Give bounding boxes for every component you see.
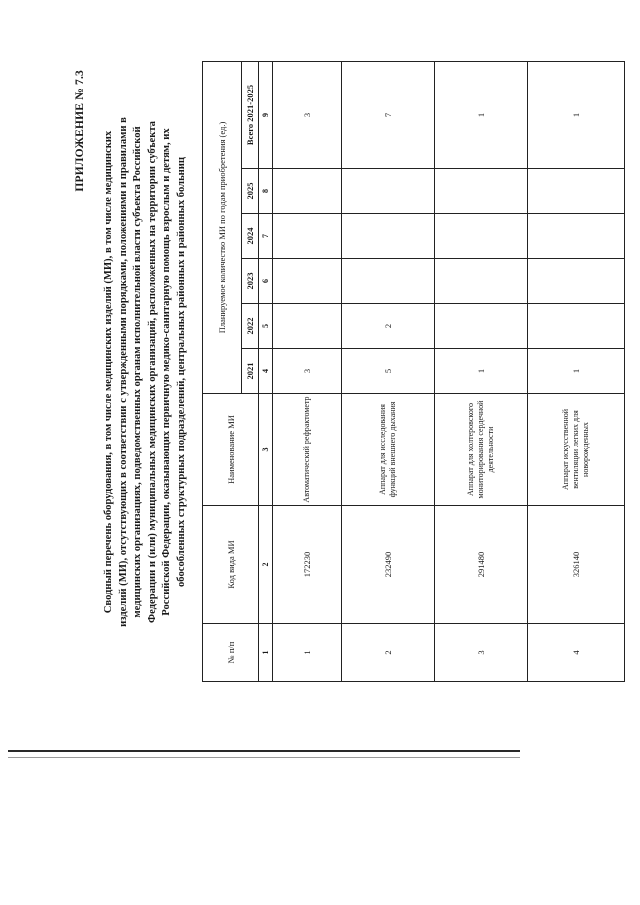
row-code: 326140 [528,506,625,624]
column-number: 6 [259,259,273,304]
row-2023 [435,259,528,304]
bottom-rule [8,750,520,752]
row-2024 [435,214,528,259]
header-num: № п/п [203,624,259,682]
row-2024 [342,214,435,259]
bottom-rule-thin [8,757,520,758]
header-planned: Планируемое количество МИ по годам приобретения (ед.) [203,61,242,393]
row-code: 172230 [273,506,342,624]
title-line: обособленных структурных подразделений, центральных районных и районных больниц [175,157,187,587]
table-row [528,61,625,681]
column-number-row [259,61,273,681]
document-title [102,68,190,676]
column-number: 3 [259,394,273,506]
row-code: 291480 [435,506,528,624]
row-2021: 1 [528,349,625,394]
row-2022 [435,304,528,349]
title-line: Федерации и (или) муниципальных медицинских организаций, расположенных на территории субъекта [146,121,158,623]
header-year-2024: 2024 [242,214,259,259]
row-2025 [273,169,342,214]
table-row [435,61,528,681]
header-year-2022: 2022 [242,304,259,349]
column-number: 9 [259,61,273,168]
row-total: 1 [528,61,625,168]
row-name: Аппарат искусственной вентиляции легких для новорожденных [528,394,625,506]
header-year-2025: 2025 [242,169,259,214]
row-name: Аппарат для холтеровского мониторирования сердечной деятельности [435,394,528,506]
row-2025 [342,169,435,214]
row-num: 3 [435,624,528,682]
row-name: Аппарат для исследования функций внешнего дыхания [342,394,435,506]
title-line: медицинских организациях, подведомственных органам исполнительной власти субъекта Российской [132,126,144,618]
row-2021: 3 [273,349,342,394]
header-name: Наименование МИ [203,394,259,506]
column-number: 8 [259,169,273,214]
row-2024 [273,214,342,259]
column-number: 7 [259,214,273,259]
header-year-total: Всего 2021-2025 [242,61,259,168]
equipment-table [202,61,625,682]
rotated-document [72,62,590,682]
column-number: 4 [259,349,273,394]
row-total: 3 [273,61,342,168]
row-2025 [435,169,528,214]
title-line: Сводный перечень оборудования, в том числе медицинских изделий (МИ), в том числе медицинских [103,130,114,614]
column-number: 5 [259,304,273,349]
header-row [203,61,242,681]
table-row [273,61,342,681]
row-total: 7 [342,61,435,168]
header-year-2021: 2021 [242,349,259,394]
row-2023 [342,259,435,304]
row-num: 2 [342,624,435,682]
row-2021: 5 [342,349,435,394]
row-code: 232490 [342,506,435,624]
row-2021: 1 [435,349,528,394]
row-2022: 2 [342,304,435,349]
row-2022 [528,304,625,349]
row-2022 [273,304,342,349]
row-name: Автоматический рефрактометр [273,394,342,506]
column-number: 1 [259,624,273,682]
table-row [342,61,435,681]
row-2023 [273,259,342,304]
header-code: Код вида МИ [203,506,259,624]
appendix-label: ПРИЛОЖЕНИЕ № 7.3 [74,70,86,192]
row-total: 1 [435,61,528,168]
row-2023 [528,259,625,304]
title-line: Российской Федерации, оказывающих первичную медико-санитарную помощь взрослым и детям, их [161,128,173,616]
column-number: 2 [259,506,273,624]
header-year-2023: 2023 [242,259,259,304]
row-num: 1 [273,624,342,682]
row-num: 4 [528,624,625,682]
title-line: изделий (МИ), отсутствующих в соответствии с утвержденными порядками, положениями и правилами в [117,117,129,627]
row-2025 [528,169,625,214]
row-2024 [528,214,625,259]
